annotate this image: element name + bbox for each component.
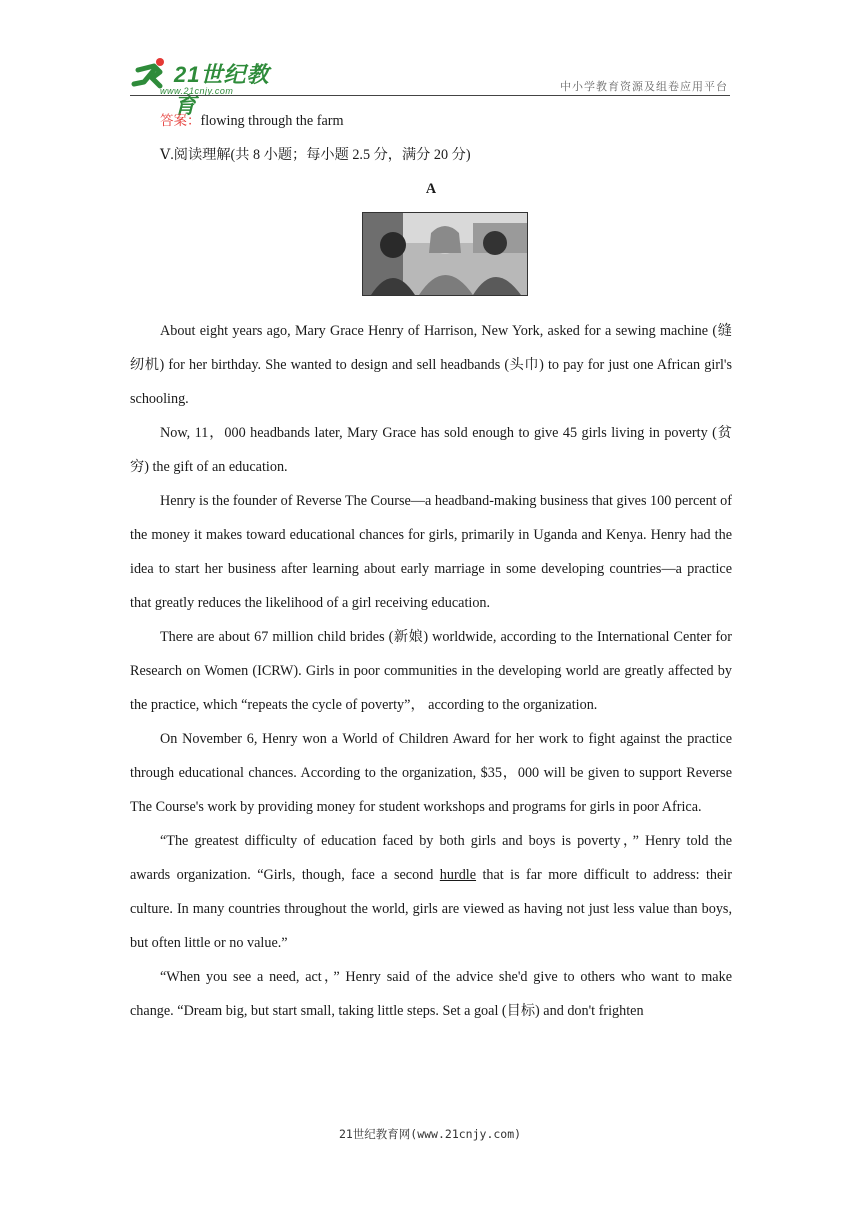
- underlined-word: hurdle: [439, 867, 477, 883]
- passage-paragraph-3: Henry is the founder of Reverse The Course—a headband-making business that gives 100 percent of the money it makes toward educational chances for girls, primarily in Uganda and Kenya. Henry had the idea to start her business after learning about early marriage in some developing countries—a practice that greatly reduces the likelihood of a girl receiving education.: [130, 493, 732, 611]
- passage-paragraph-6: [130, 824, 732, 960]
- passage-letter: A: [425, 181, 437, 197]
- passage-paragraph-2: Now, 11，000 headbands later, Mary Grace has sold enough to give 45 girls living in poverty (贫穷) the gift of an education.: [130, 425, 732, 475]
- header-divider: [130, 95, 730, 96]
- girls-photo: [362, 212, 528, 296]
- passage-paragraph-1: About eight years ago, Mary Grace Henry of Harrison, New York, asked for a sewing machine (缝纫机) for her birthday. She wanted to design and sell headbands (头巾) to pay for just one African girl's schooling.: [130, 323, 732, 407]
- logo-url: www.21cnjy.com: [160, 86, 234, 96]
- photo-container: [130, 210, 732, 310]
- passage-paragraph-4: There are about 67 million child brides (新娘) worldwide, according to the International Center for Research on Women (ICRW). Girls in poor communities in the developing world are greatly affected by the practice, which “repeats the cycle of poverty”， according to the organization.: [130, 629, 732, 713]
- paragraph-6-end: that is far more difficult to address: their culture. In many countries throughout the world, girls are viewed as having not just less value than boys, but often little or no value.”: [130, 867, 732, 951]
- page-footer: 21世纪教育网(www.21cnjy.com): [338, 1127, 522, 1141]
- passage-paragraph-5: On November 6, Henry won a World of Children Award for her work to fight against the practice through educational chances. According to the organization, $35，000 will be given to support Reverse The Course's work by providing money for student workshops and programs for girls in poor Africa.: [130, 731, 732, 815]
- site-logo: [130, 56, 290, 118]
- answer-label: 答案：: [160, 113, 201, 129]
- section-heading: Ⅴ.阅读理解(共 8 小题；每小题 2.5 分，满分 20 分): [160, 147, 471, 163]
- answer-text: flowing through the farm: [200, 113, 344, 129]
- answer-line: [130, 104, 732, 138]
- logo-text: 21世纪教育: [174, 62, 270, 118]
- paragraph-6-start: “The greatest difficulty of education faced by both girls and boys is poverty，” Henry told the awards organization. “Girls, though, face a second: [130, 833, 732, 883]
- page-header: [130, 52, 730, 118]
- platform-tagline: 中小学教育资源及组卷应用平台: [560, 80, 728, 93]
- document-body: [130, 104, 732, 1028]
- passage-paragraph-7: “When you see a need, act，” Henry said of the advice she'd give to others who want to make change. “Dream big, but start small, taking little steps. Set a goal (目标) and don't frighten: [130, 969, 732, 1019]
